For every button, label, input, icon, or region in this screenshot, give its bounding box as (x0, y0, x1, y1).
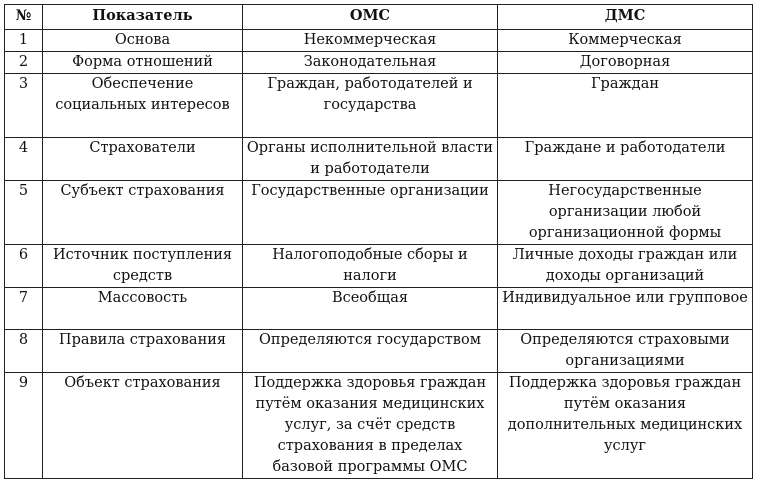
table-row (5, 330, 753, 373)
row-dms: Личные доходы граждан или доходы организаций (498, 245, 753, 288)
row-oms: Определяются государством (243, 330, 498, 373)
table-row (5, 245, 753, 288)
row-number: 8 (5, 330, 43, 373)
row-indicator: Обеспечение социальных интересов (43, 74, 243, 138)
header-oms: ОМС (243, 5, 498, 30)
row-number: 3 (5, 74, 43, 138)
header-row (5, 5, 753, 30)
row-oms: Граждан, работодателей и государства (243, 74, 498, 138)
table-row (5, 52, 753, 74)
row-indicator: Субъект страхования (43, 181, 243, 245)
row-oms: Некоммерческая (243, 30, 498, 52)
row-dms: Граждан (498, 74, 753, 138)
row-indicator: Источник поступления средств (43, 245, 243, 288)
table-row (5, 30, 753, 52)
row-number: 4 (5, 138, 43, 181)
row-number: 6 (5, 245, 43, 288)
row-indicator: Правила страхования (43, 330, 243, 373)
row-indicator: Объект страхования (43, 373, 243, 479)
row-indicator: Массовость (43, 288, 243, 330)
row-oms: Органы исполнительной власти и работодатели (243, 138, 498, 181)
row-number: 2 (5, 52, 43, 74)
row-oms: Поддержка здоровья граждан путём оказания медицинских услуг, за счёт средств страхования в пределах базовой программы ОМС (243, 373, 498, 479)
row-dms: Индивидуальное или групповое (498, 288, 753, 330)
row-number: 9 (5, 373, 43, 479)
header-dms: ДМС (498, 5, 753, 30)
comparison-table (4, 4, 753, 479)
row-oms: Налогоподобные сборы и налоги (243, 245, 498, 288)
row-indicator: Страхователи (43, 138, 243, 181)
table-row (5, 74, 753, 138)
row-number: 5 (5, 181, 43, 245)
header-number: № (5, 5, 43, 30)
row-oms: Законодательная (243, 52, 498, 74)
table-row (5, 288, 753, 330)
table-row (5, 138, 753, 181)
header-indicator: Показатель (43, 5, 243, 30)
row-number: 7 (5, 288, 43, 330)
row-dms: Поддержка здоровья граждан путём оказания дополнительных медицинских услуг (498, 373, 753, 479)
row-oms: Государственные организации (243, 181, 498, 245)
table-row (5, 373, 753, 479)
row-dms: Граждане и работодатели (498, 138, 753, 181)
row-dms: Определяются страховыми организациями (498, 330, 753, 373)
row-indicator: Основа (43, 30, 243, 52)
row-number: 1 (5, 30, 43, 52)
table-row (5, 181, 753, 245)
row-oms: Всеобщая (243, 288, 498, 330)
row-indicator: Форма отношений (43, 52, 243, 74)
row-dms: Коммерческая (498, 30, 753, 52)
row-dms: Договорная (498, 52, 753, 74)
row-dms: Негосударственные организации любой организационной формы (498, 181, 753, 245)
